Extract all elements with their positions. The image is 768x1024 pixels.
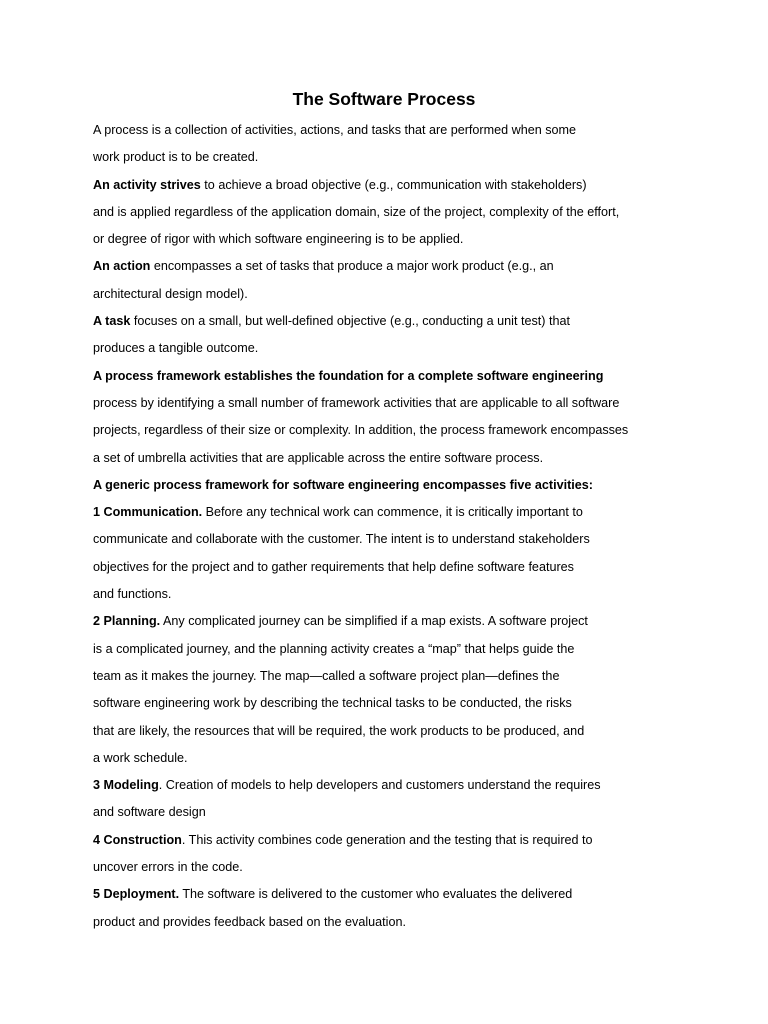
text-line: [93, 772, 673, 799]
text-line: [93, 554, 673, 581]
line-text: objectives for the project and to gather requirements that help define software features: [93, 559, 574, 574]
line-text: team as it makes the journey. The map—called a software project plan—defines the: [93, 668, 560, 683]
line-text: Before any technical work can commence, it is critically important to: [202, 505, 583, 520]
line-text: focuses on a small, but well-defined objective (e.g., conducting a unit test) that: [130, 314, 570, 329]
text-line: [93, 390, 673, 417]
line-text: process by identifying a small number of framework activities that are applicable to all software: [93, 395, 620, 410]
text-line: [93, 854, 673, 881]
line-text: . Creation of models to help developers and customers understand the requires: [158, 778, 601, 793]
text-line: [93, 827, 673, 854]
line-text: architectural design model).: [93, 286, 248, 301]
line-text: Any complicated journey can be simplified if a map exists. A software project: [160, 614, 588, 629]
line-text: produces a tangible outcome.: [93, 341, 259, 356]
text-line: [93, 308, 673, 335]
line-text: projects, regardless of their size or complexity. In addition, the process framework encompasses: [93, 423, 629, 438]
text-line: [93, 881, 673, 908]
text-line: [93, 499, 673, 526]
text-line: [93, 253, 673, 280]
text-line: [93, 199, 673, 226]
text-line: [93, 445, 673, 472]
text-line: [93, 226, 673, 253]
line-text: that are likely, the resources that will be required, the work products to be produced, and: [93, 723, 585, 738]
text-line: [93, 581, 673, 608]
text-line: [93, 417, 673, 444]
text-line: [93, 718, 673, 745]
bold-lead-text: 4 Construction: [93, 832, 182, 847]
line-text: to achieve a broad objective (e.g., communication with stakeholders): [200, 177, 587, 192]
text-line: [93, 745, 673, 772]
text-line: [93, 636, 673, 663]
line-text: A process is a collection of activities, actions, and tasks that are performed when some: [93, 123, 576, 137]
text-line: [93, 117, 673, 144]
bold-lead-text: A task: [93, 314, 131, 329]
line-text: The software is delivered to the customer who evaluates the delivered: [179, 887, 573, 902]
text-line: [93, 281, 673, 308]
bold-lead-text: An action: [93, 259, 151, 274]
line-text: and functions.: [93, 587, 172, 602]
bold-lead-text: A generic process framework for software engineering encompasses five activities:: [93, 477, 593, 492]
bold-lead-text: A process framework establishes the foundation for a complete software engineering: [93, 368, 604, 383]
bold-lead-text: An activity strives: [93, 177, 201, 192]
text-line: [93, 172, 673, 199]
text-line: [93, 144, 673, 171]
text-line: [93, 526, 673, 553]
line-text: or degree of rigor with which software engineering is to be applied.: [93, 232, 464, 247]
line-text: a set of umbrella activities that are applicable across the entire software process.: [93, 450, 544, 465]
line-text: product and provides feedback based on the evaluation.: [93, 914, 406, 929]
bold-lead-text: 2 Planning.: [93, 614, 161, 629]
text-line: [93, 799, 673, 826]
bold-lead-text: 5 Deployment.: [93, 887, 180, 902]
line-text: software engineering work by describing the technical tasks to be conducted, the risks: [93, 696, 572, 711]
line-text: . This activity combines code generation and the testing that is required to: [181, 832, 593, 847]
bold-lead-text: 1 Communication.: [93, 505, 203, 520]
text-line: [93, 663, 673, 690]
line-text: and is applied regardless of the application domain, size of the project, complexity of the effort,: [93, 204, 620, 219]
line-text: work product is to be created.: [93, 150, 259, 165]
document-title: The Software Process: [292, 89, 476, 109]
line-text: and software design: [93, 805, 206, 820]
line-text: is a complicated journey, and the planning activity creates a “map” that helps guide the: [93, 641, 575, 656]
text-line: [93, 909, 673, 936]
line-text: uncover errors in the code.: [93, 860, 243, 875]
line-text: communicate and collaborate with the customer. The intent is to understand stakeholders: [93, 532, 590, 547]
text-line: [93, 472, 673, 499]
text-line: [93, 608, 673, 635]
document-body: [93, 117, 673, 936]
line-text: encompasses a set of tasks that produce a major work product (e.g., an: [150, 259, 554, 274]
text-line: [93, 690, 673, 717]
text-line: [93, 363, 673, 390]
line-text: a work schedule.: [93, 750, 188, 765]
bold-lead-text: 3 Modeling: [93, 778, 159, 793]
text-line: [93, 335, 673, 362]
